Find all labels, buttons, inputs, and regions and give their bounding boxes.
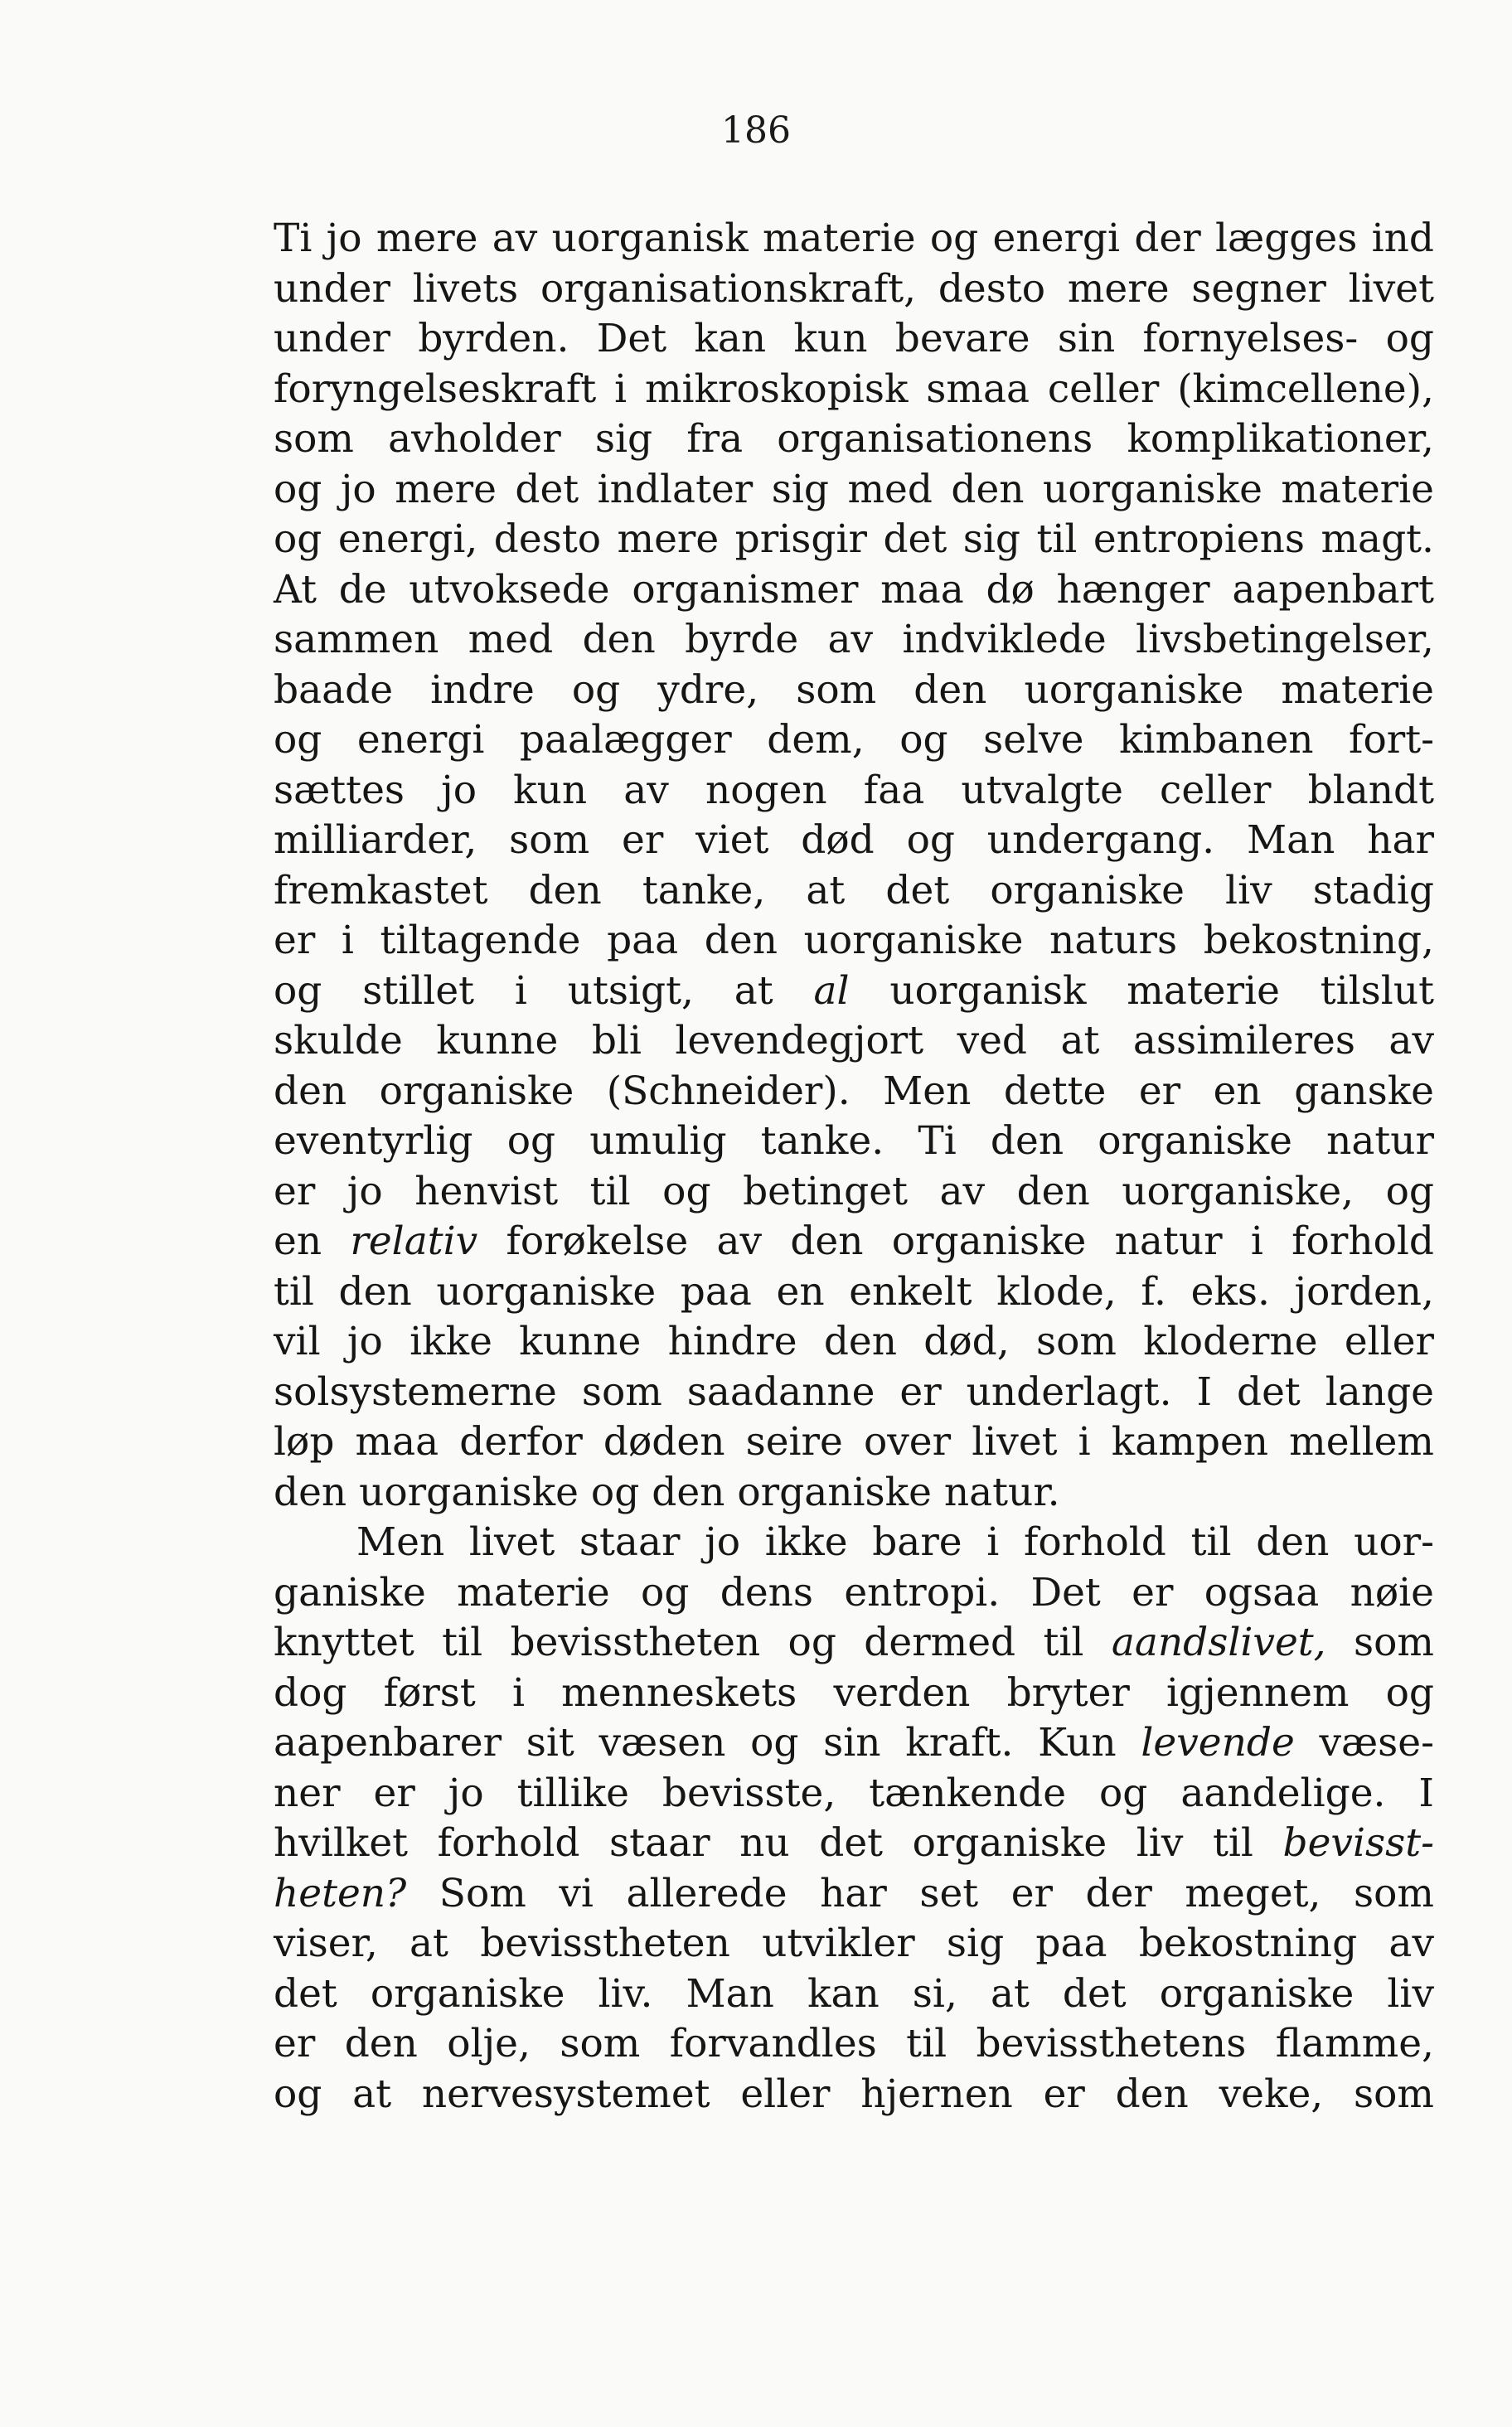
text-line: ganiske materie og dens entropi. Det er ogsaa nøie [274,1569,1434,1616]
text-line: ner er jo tillike bevisste, tænkende og aandelige. I [274,1770,1434,1816]
italic-word: levende [1141,1720,1295,1766]
text-line: foryngelseskraft i mikroskopisk smaa celler (kimcellene), [274,366,1434,412]
text-line: fremkastet den tanke, at det organiske liv stadig [274,867,1434,913]
text-line: under byrden. Det kan kun bevare sin fornyelses- og [274,316,1434,361]
text-line: knyttet til bevisstheten og dermed til aandslivet, som [274,1620,1434,1665]
text-line: At de utvoksede organismer maa dø hænger aapenbart [274,566,1434,613]
text-line: løp maa derfor døden seire over livet i kampen mellem [274,1419,1434,1465]
text-line: vil jo ikke kunne hindre den død, som kloderne eller [274,1319,1434,1364]
italic-word: al [813,967,850,1014]
text-line: en relativ forøkelse av den organiske natur i forhold [274,1218,1434,1264]
text-line: til den uorganiske paa en enkelt klode, f. eks. jorden, [274,1268,1434,1315]
italic-word: bevisst- [1282,1820,1434,1866]
text-line: viser, at bevisstheten utvikler sig paa bekostning av [274,1921,1434,1966]
text-line: under livets organisationskraft, desto mere segner livet [274,265,1434,312]
text-line: er jo henvist til og betinget av den uorganiske, og [274,1168,1434,1214]
text-line: det organiske liv. Man kan si, at det organiske liv [274,1970,1434,2017]
text-line: er i tiltagende paa den uorganiske naturs bekostning, [274,918,1434,963]
text-line: Men livet staar jo ikke bare i forhold til den uor- [356,1519,1434,1565]
text-line: og stillet i utsigt, at al uorganisk materie tilslut [274,967,1434,1014]
text-line: og energi, desto mere prisgir det sig til entropiens magt. [274,516,1434,562]
text-line: er den olje, som forvandles til bevissthetens flamme, [274,2021,1434,2066]
text-line: og energi paalægger dem, og selve kimbanen fort- [274,717,1434,763]
text-line: sættes jo kun av nogen faa utvalgte celler blandt [274,767,1434,813]
text-line: hvilket forhold staar nu det organiske liv til bevisst- [274,1820,1434,1866]
text-line: aapenbarer sit væsen og sin kraft. Kun levende væse- [274,1720,1434,1766]
text-line: solsystemerne som saadanne er underlagt. I det lange [274,1369,1434,1415]
italic-word: heten? [274,1870,407,1916]
text-line: sammen med den byrde av indviklede livsbetingelser, [274,617,1434,662]
text-line: heten? Som vi allerede har set er der meget, som [274,1870,1434,1916]
page-number: 186 [721,109,791,152]
text-line: eventyrlig og umulig tanke. Ti den organiske natur [274,1118,1434,1164]
text-line: den uorganiske og den organiske natur. [274,1469,1060,1515]
text-line: baade indre og ydre, som den uorganiske materie [274,666,1434,713]
text-line: og at nervesystemet eller hjernen er den veke, som [274,2071,1434,2117]
text-line: den organiske (Schneider). Men dette er en ganske [274,1068,1434,1114]
text-line: skulde kunne bli levendegjort ved at assimileres av [274,1018,1434,1063]
text-line: Ti jo mere av uorganisk materie og energi der lægges ind [274,216,1434,261]
text-line: og jo mere det indlater sig med den uorganiske materie [274,466,1434,512]
italic-word: aandslivet, [1111,1620,1326,1665]
text-line: som avholder sig fra organisationens komplikationer, [274,416,1434,462]
body-text [274,214,1434,2119]
italic-word: relativ [350,1218,478,1264]
text-line: milliarder, som er viet død og undergang. Man har [274,817,1434,863]
text-line: dog først i menneskets verden bryter igjennem og [274,1669,1434,1716]
